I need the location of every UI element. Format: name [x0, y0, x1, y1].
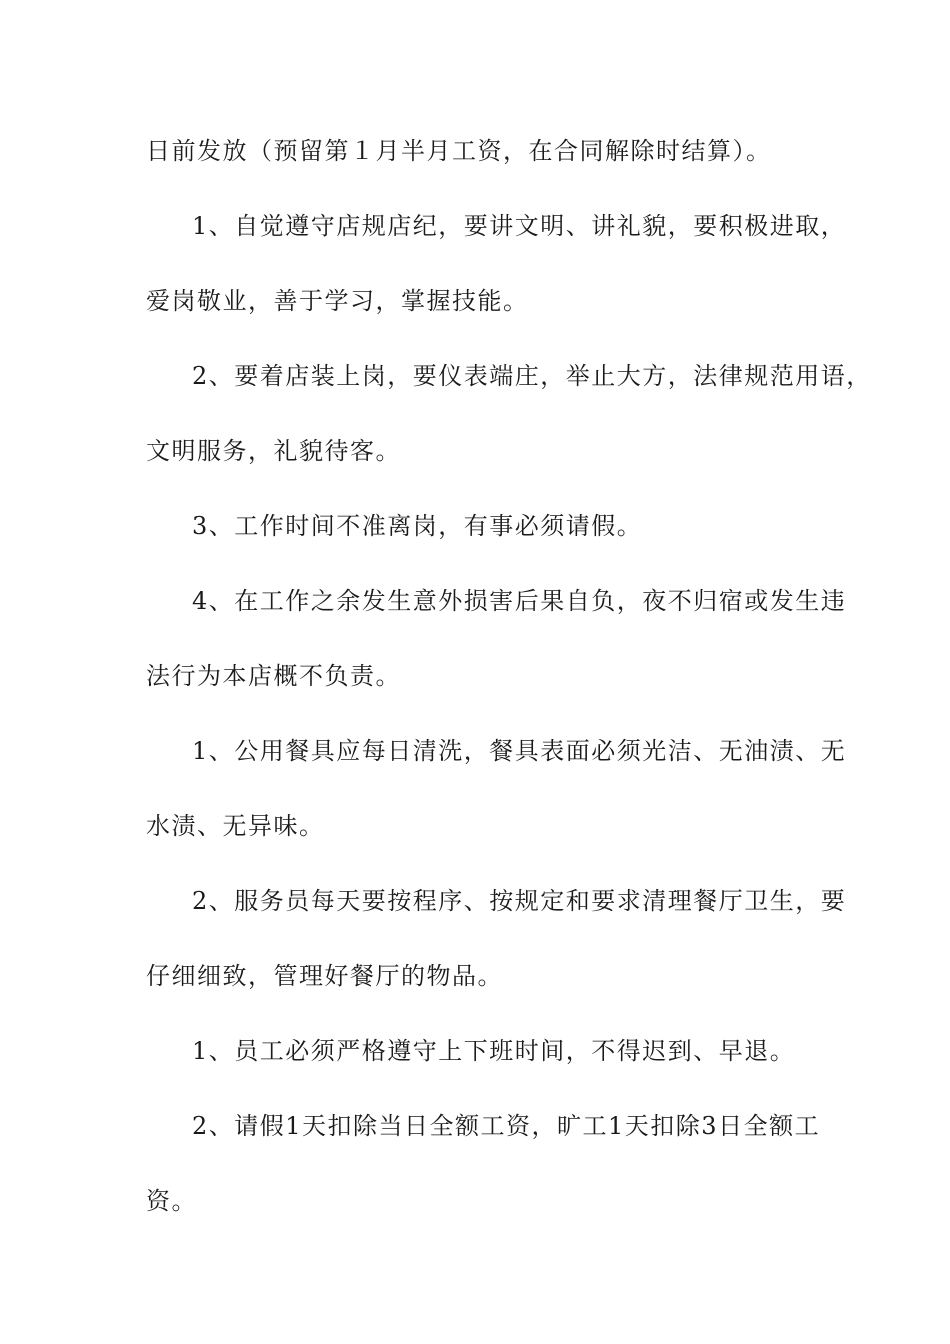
text-line: 1、公用餐具应每日清洗，餐具表面必须光洁、无油渍、无 [192, 737, 847, 765]
text-line: 2、请假1天扣除当日全额工资，旷工1天扣除3日全额工 [192, 1112, 821, 1140]
text-line: 日前发放（预留第１月半月工资，在合同解除时结算）。 [146, 137, 772, 165]
text-line: 水渍、无异味。 [146, 812, 325, 840]
text-line: 1、自觉遵守店规店纪，要讲文明、讲礼貌，要积极进取， [192, 212, 847, 240]
text-line: 2、要着店装上岗，要仪表端庄，举止大方，法律规范用语， [192, 362, 872, 390]
text-line: 爱岗敬业，善于学习，掌握技能。 [146, 287, 529, 315]
text-line: 仔细细致，管理好餐厅的物品。 [146, 962, 503, 990]
text-line: 3、工作时间不准离岗，有事必须请假。 [192, 512, 643, 540]
text-line: 法行为本店概不负责。 [146, 662, 401, 690]
text-line: 1、员工必须严格遵守上下班时间，不得迟到、早退。 [192, 1037, 796, 1065]
text-line: 2、服务员每天要按程序、按规定和要求清理餐厅卫生，要 [192, 887, 847, 915]
text-line: 资。 [146, 1187, 197, 1215]
text-line: 4、在工作之余发生意外损害后果自负，夜不归宿或发生违 [192, 587, 847, 615]
text-line: 文明服务，礼貌待客。 [146, 437, 401, 465]
